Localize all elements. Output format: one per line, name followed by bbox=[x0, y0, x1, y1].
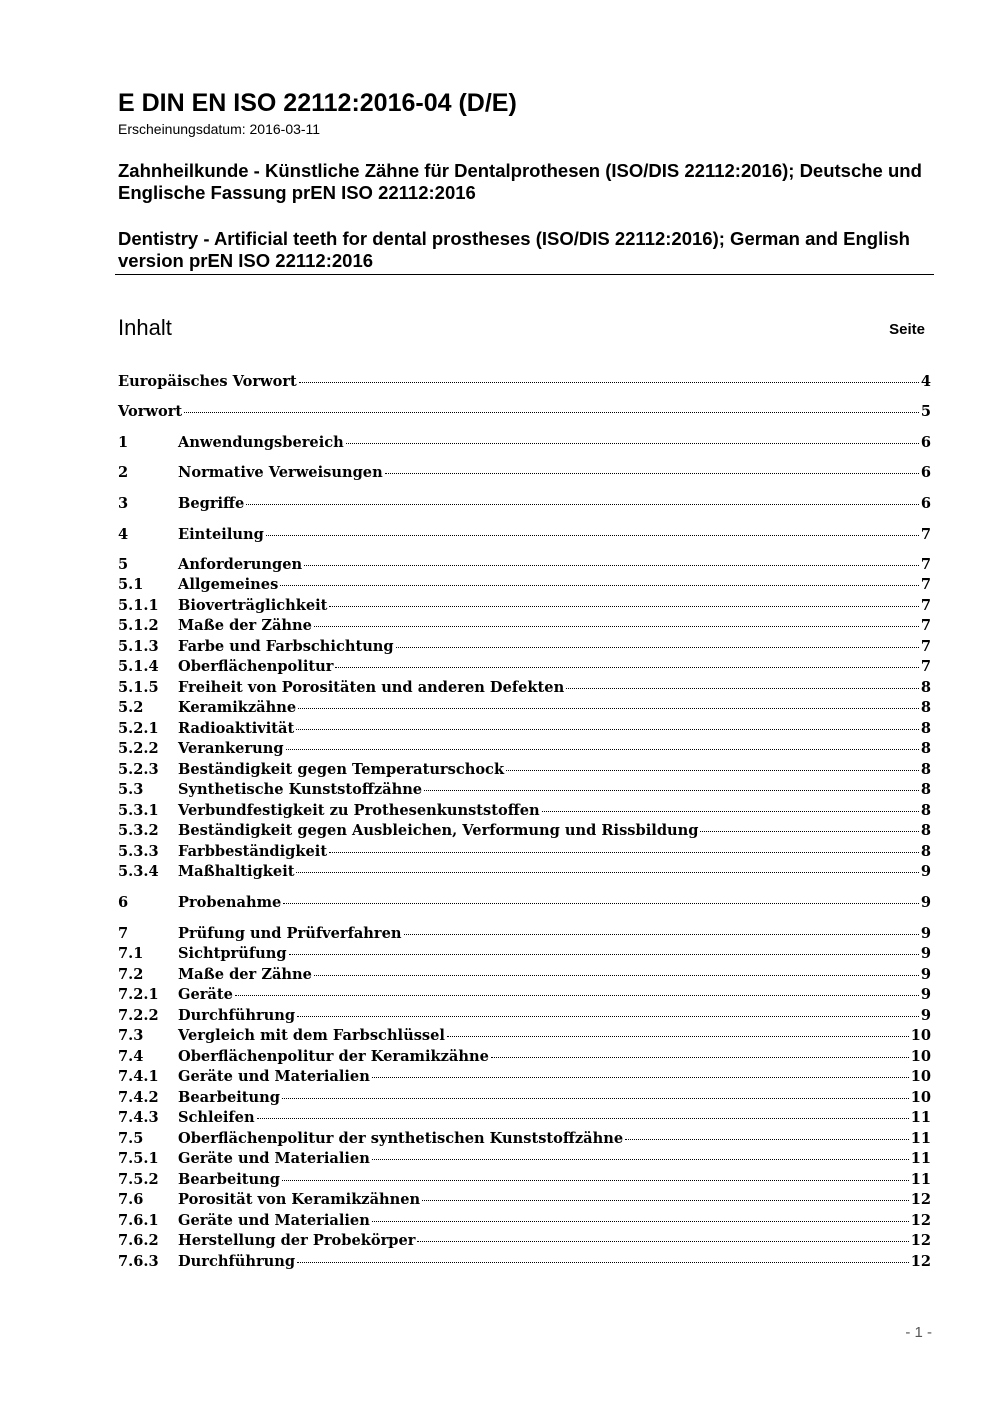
toc-entry-number: 7 bbox=[118, 925, 129, 942]
toc-entry-title: Porosität von Keramikzähnen bbox=[178, 1191, 421, 1208]
title-english: Dentistry - Artificial teeth for dental prostheses (ISO/DIS 22112:2016); German and English version prEN ISO 22112:2016 bbox=[118, 228, 910, 271]
toc-entry[interactable] bbox=[118, 1211, 931, 1231]
toc-entry-number: 5.2.2 bbox=[118, 740, 159, 757]
toc-entry-number: 7.2.2 bbox=[118, 1007, 159, 1024]
toc-entry[interactable] bbox=[118, 780, 931, 800]
toc-entry-page: 12 bbox=[910, 1253, 931, 1270]
toc-entry-number: 7.1 bbox=[118, 945, 144, 962]
toc-leader-dots bbox=[417, 1241, 908, 1242]
toc-entry-page: 7 bbox=[920, 526, 931, 543]
toc-entry-number: 4 bbox=[118, 526, 129, 543]
toc-entry[interactable] bbox=[118, 760, 931, 780]
toc-entry-number: 7.4.3 bbox=[118, 1109, 159, 1126]
toc-heading: Inhalt bbox=[118, 315, 172, 340]
toc-leader-dots bbox=[297, 1262, 909, 1263]
toc-entry-title: Einteilung bbox=[178, 526, 264, 543]
toc-entry-number: 7.3 bbox=[118, 1027, 144, 1044]
toc-leader-dots bbox=[372, 1159, 909, 1160]
toc-entry-number: 1 bbox=[118, 434, 129, 451]
toc-entry-number: 5.2.3 bbox=[118, 761, 159, 778]
toc-entry-page: 6 bbox=[920, 464, 931, 481]
toc-leader-dots bbox=[700, 831, 918, 832]
toc-entry-title: Freiheit von Porositäten und anderen Defekten bbox=[178, 679, 565, 696]
toc-entry[interactable] bbox=[118, 1252, 931, 1272]
toc-entry-page: 4 bbox=[920, 373, 931, 390]
toc-entry-page: 9 bbox=[920, 863, 931, 880]
toc-entry-number: 5.1 bbox=[118, 576, 144, 593]
toc-entry-title: Geräte und Materialien bbox=[178, 1068, 370, 1085]
toc-entry-title: Verbundfestigkeit zu Prothesenkunststoffen bbox=[178, 802, 540, 819]
toc-entry[interactable] bbox=[118, 555, 931, 575]
toc-leader-dots bbox=[257, 1118, 909, 1119]
toc-entry[interactable] bbox=[118, 719, 931, 739]
toc-entry-number: 7.6.3 bbox=[118, 1253, 159, 1270]
toc-entry[interactable] bbox=[118, 801, 931, 821]
toc-entry-title: Anforderungen bbox=[178, 556, 303, 573]
toc-entry-number: 7.4.2 bbox=[118, 1089, 159, 1106]
toc-entry-title: Schleifen bbox=[178, 1109, 255, 1126]
toc-leader-dots bbox=[296, 872, 918, 873]
toc-entry-page: 7 bbox=[920, 556, 931, 573]
toc-entry-title: Beständigkeit gegen Ausbleichen, Verformung und Rissbildung bbox=[178, 822, 699, 839]
toc-entry[interactable] bbox=[118, 1149, 931, 1169]
toc-entry-number: 5.3.3 bbox=[118, 843, 159, 860]
toc-page-column-label: Seite bbox=[889, 321, 925, 338]
toc-entry-number: 2 bbox=[118, 464, 129, 481]
toc-leader-dots bbox=[184, 412, 919, 413]
toc-entry-page: 9 bbox=[920, 966, 931, 983]
toc-entry[interactable] bbox=[118, 433, 931, 453]
toc-entry[interactable] bbox=[118, 985, 931, 1005]
toc-entry-number: 7.6 bbox=[118, 1191, 144, 1208]
toc-leader-dots bbox=[625, 1139, 909, 1140]
toc-leader-dots bbox=[298, 708, 919, 709]
toc-leader-dots bbox=[372, 1221, 909, 1222]
toc-leader-dots bbox=[424, 790, 919, 791]
toc-entry-page: 6 bbox=[920, 434, 931, 451]
page-number: - 1 - bbox=[905, 1324, 932, 1341]
toc-entry[interactable] bbox=[118, 678, 931, 698]
toc-entry-page: 10 bbox=[910, 1068, 931, 1085]
toc-entry-page: 8 bbox=[920, 802, 931, 819]
toc-entry[interactable] bbox=[118, 821, 931, 841]
toc-entry-title: Allgemeines bbox=[178, 576, 279, 593]
toc-entry-number: 5.2.1 bbox=[118, 720, 159, 737]
toc-entry[interactable] bbox=[118, 372, 931, 392]
toc-entry-title: Geräte bbox=[178, 986, 233, 1003]
toc-entry[interactable] bbox=[118, 657, 931, 677]
toc-entry-number: 7.5.2 bbox=[118, 1171, 159, 1188]
toc-entry-page: 12 bbox=[910, 1212, 931, 1229]
toc-entry-title: Normative Verweisungen bbox=[178, 464, 383, 481]
title-german: Zahnheilkunde - Künstliche Zähne für Dentalprothesen (ISO/DIS 22112:2016); Deutsche und Englische Fassung prEN ISO 22112:2016 bbox=[118, 160, 922, 203]
toc-entry[interactable] bbox=[118, 402, 931, 422]
toc-entry-number: 5.1.1 bbox=[118, 597, 159, 614]
toc-entry-page: 6 bbox=[920, 495, 931, 512]
toc-entry-page: 12 bbox=[910, 1191, 931, 1208]
toc-leader-dots bbox=[235, 995, 919, 996]
toc-entry-title: Bearbeitung bbox=[178, 1171, 280, 1188]
toc-entry-title: Maße der Zähne bbox=[178, 617, 312, 634]
toc-entry[interactable] bbox=[118, 1026, 931, 1046]
toc-entry[interactable] bbox=[118, 893, 931, 913]
toc-leader-dots bbox=[246, 504, 919, 505]
toc-leader-dots bbox=[286, 749, 919, 750]
toc-entry[interactable] bbox=[118, 1006, 931, 1026]
toc-entry-page: 5 bbox=[920, 403, 931, 420]
toc-entry-number: 5 bbox=[118, 556, 129, 573]
toc-leader-dots bbox=[282, 1180, 909, 1181]
toc-entry[interactable] bbox=[118, 1190, 931, 1210]
toc-entry-title: Oberflächenpolitur der Keramikzähne bbox=[178, 1048, 489, 1065]
toc-entry-page: 8 bbox=[920, 843, 931, 860]
toc-leader-dots bbox=[506, 770, 919, 771]
toc-entry-number: 7.5.1 bbox=[118, 1150, 159, 1167]
toc-entry-page: 9 bbox=[920, 945, 931, 962]
toc-leader-dots bbox=[422, 1200, 909, 1201]
toc-entry-title: Geräte und Materialien bbox=[178, 1212, 370, 1229]
toc-entry-page: 12 bbox=[910, 1232, 931, 1249]
toc-leader-dots bbox=[346, 443, 919, 444]
toc-entry-page: 11 bbox=[910, 1109, 931, 1126]
toc-leader-dots bbox=[304, 565, 919, 566]
toc-entry[interactable] bbox=[118, 1108, 931, 1128]
toc-entry-number: 5.3.1 bbox=[118, 802, 159, 819]
toc-entry-number: 5.1.2 bbox=[118, 617, 159, 634]
toc-entry-title: Europäisches Vorwort bbox=[118, 373, 297, 390]
toc-entry[interactable] bbox=[118, 739, 931, 759]
toc-leader-dots bbox=[289, 954, 919, 955]
toc-entry-number: 5.3.4 bbox=[118, 863, 159, 880]
toc-entry[interactable] bbox=[118, 1067, 931, 1087]
toc-entry[interactable] bbox=[118, 965, 931, 985]
toc-entry-page: 8 bbox=[920, 781, 931, 798]
toc-entry-page: 7 bbox=[920, 617, 931, 634]
toc-entry-page: 8 bbox=[920, 761, 931, 778]
toc-entry-page: 8 bbox=[920, 720, 931, 737]
toc-entry[interactable] bbox=[118, 924, 931, 944]
toc-entry[interactable] bbox=[118, 463, 931, 483]
toc-leader-dots bbox=[335, 667, 918, 668]
toc-leader-dots bbox=[566, 688, 919, 689]
toc-entry-title: Farbe und Farbschichtung bbox=[178, 638, 394, 655]
toc-entry-title: Radioaktivität bbox=[178, 720, 295, 737]
toc-entry-title: Anwendungsbereich bbox=[178, 434, 344, 451]
toc-leader-dots bbox=[542, 811, 919, 812]
toc-leader-dots bbox=[282, 1098, 909, 1099]
toc-entry-page: 9 bbox=[920, 894, 931, 911]
toc-entry-number: 5.1.5 bbox=[118, 679, 159, 696]
toc-entry-title: Vorwort bbox=[118, 403, 183, 420]
toc-entry-title: Farbbeständigkeit bbox=[178, 843, 328, 860]
toc-entry[interactable] bbox=[118, 944, 931, 964]
toc-entry-page: 8 bbox=[920, 740, 931, 757]
toc-entry-page: 9 bbox=[920, 986, 931, 1003]
toc-entry[interactable] bbox=[118, 596, 931, 616]
toc-entry-title: Verankerung bbox=[178, 740, 284, 757]
toc-entry-number: 3 bbox=[118, 495, 129, 512]
toc-leader-dots bbox=[296, 729, 919, 730]
toc-leader-dots bbox=[385, 473, 919, 474]
toc-entry-page: 11 bbox=[910, 1130, 931, 1147]
toc-entry-title: Geräte und Materialien bbox=[178, 1150, 370, 1167]
toc-leader-dots bbox=[447, 1036, 909, 1037]
toc-entry-title: Herstellung der Probekörper bbox=[178, 1232, 416, 1249]
toc-entry-page: 7 bbox=[920, 638, 931, 655]
toc-entry-page: 7 bbox=[920, 597, 931, 614]
toc-entry-number: 5.2 bbox=[118, 699, 144, 716]
toc-entry[interactable] bbox=[118, 616, 931, 636]
toc-entry-page: 11 bbox=[910, 1150, 931, 1167]
toc-entry-page: 8 bbox=[920, 699, 931, 716]
toc-entry-title: Probenahme bbox=[178, 894, 282, 911]
toc-entry-page: 7 bbox=[920, 658, 931, 675]
toc-leader-dots bbox=[280, 585, 919, 586]
toc-entry-page: 9 bbox=[920, 1007, 931, 1024]
toc-entry-page: 10 bbox=[910, 1048, 931, 1065]
toc-entry-page: 9 bbox=[920, 925, 931, 942]
toc-entry[interactable] bbox=[118, 1088, 931, 1108]
toc-leader-dots bbox=[314, 626, 919, 627]
toc-leader-dots bbox=[283, 903, 919, 904]
toc-entry-page: 7 bbox=[920, 576, 931, 593]
toc-entry-number: 5.1.4 bbox=[118, 658, 159, 675]
toc-entry[interactable] bbox=[118, 525, 931, 545]
toc-entry-title: Durchführung bbox=[178, 1253, 296, 1270]
toc-entry-number: 7.6.2 bbox=[118, 1232, 159, 1249]
toc-entry-number: 7.2.1 bbox=[118, 986, 159, 1003]
toc-entry-title: Vergleich mit dem Farbschlüssel bbox=[178, 1027, 445, 1044]
toc-entry-title: Beständigkeit gegen Temperaturschock bbox=[178, 761, 505, 778]
toc-entry-title: Durchführung bbox=[178, 1007, 296, 1024]
toc-entry-title: Bearbeitung bbox=[178, 1089, 280, 1106]
toc-leader-dots bbox=[491, 1057, 909, 1058]
toc-entry-title: Bioverträglichkeit bbox=[178, 597, 328, 614]
toc-entry[interactable] bbox=[118, 494, 931, 514]
toc-entry-number: 7.6.1 bbox=[118, 1212, 159, 1229]
toc-entry-title: Oberflächenpolitur bbox=[178, 658, 334, 675]
toc-entry-number: 7.4 bbox=[118, 1048, 144, 1065]
toc-entry-title: Oberflächenpolitur der synthetischen Kunststoffzähne bbox=[178, 1130, 624, 1147]
toc-leader-dots bbox=[266, 535, 919, 536]
header-divider bbox=[115, 274, 934, 275]
toc-entry-title: Synthetische Kunststoffzähne bbox=[178, 781, 423, 798]
toc-entry[interactable] bbox=[118, 575, 931, 595]
toc-entry-number: 7.5 bbox=[118, 1130, 144, 1147]
toc-entry-number: 7.4.1 bbox=[118, 1068, 159, 1085]
toc-entry-page: 8 bbox=[920, 679, 931, 696]
toc-entry-title: Maßhaltigkeit bbox=[178, 863, 295, 880]
toc-entry-title: Keramikzähne bbox=[178, 699, 297, 716]
toc-entry-number: 5.3.2 bbox=[118, 822, 159, 839]
toc-leader-dots bbox=[297, 1016, 919, 1017]
publication-date: Erscheinungsdatum: 2016-03-11 bbox=[118, 121, 321, 137]
toc-entry[interactable] bbox=[118, 842, 931, 862]
toc-entry[interactable] bbox=[118, 1129, 931, 1149]
toc-entry[interactable] bbox=[118, 637, 931, 657]
toc-entry-number: 7.2 bbox=[118, 966, 144, 983]
toc-entry-title: Prüfung und Prüfverfahren bbox=[178, 925, 402, 942]
document-id: E DIN EN ISO 22112:2016-04 (D/E) bbox=[118, 89, 517, 117]
toc-entry-title: Maße der Zähne bbox=[178, 966, 312, 983]
toc-entry-page: 8 bbox=[920, 822, 931, 839]
toc-entry-number: 5.3 bbox=[118, 781, 144, 798]
toc-leader-dots bbox=[299, 382, 919, 383]
toc-entry-page: 11 bbox=[910, 1171, 931, 1188]
toc-entry-page: 10 bbox=[910, 1089, 931, 1106]
toc-entry-title: Begriffe bbox=[178, 495, 245, 512]
toc-entry-title: Sichtprüfung bbox=[178, 945, 287, 962]
toc-leader-dots bbox=[329, 852, 919, 853]
toc-entry[interactable] bbox=[118, 862, 931, 882]
toc-entry-number: 6 bbox=[118, 894, 129, 911]
toc-entry-number: 5.1.3 bbox=[118, 638, 159, 655]
toc-leader-dots bbox=[372, 1077, 909, 1078]
toc-leader-dots bbox=[329, 606, 918, 607]
toc-entry[interactable] bbox=[118, 698, 931, 718]
toc-leader-dots bbox=[404, 934, 919, 935]
toc-entry[interactable] bbox=[118, 1231, 931, 1251]
toc-entry-page: 10 bbox=[910, 1027, 931, 1044]
toc-entry[interactable] bbox=[118, 1170, 931, 1190]
toc-leader-dots bbox=[396, 647, 919, 648]
toc-leader-dots bbox=[314, 975, 919, 976]
toc-entry[interactable] bbox=[118, 1047, 931, 1067]
